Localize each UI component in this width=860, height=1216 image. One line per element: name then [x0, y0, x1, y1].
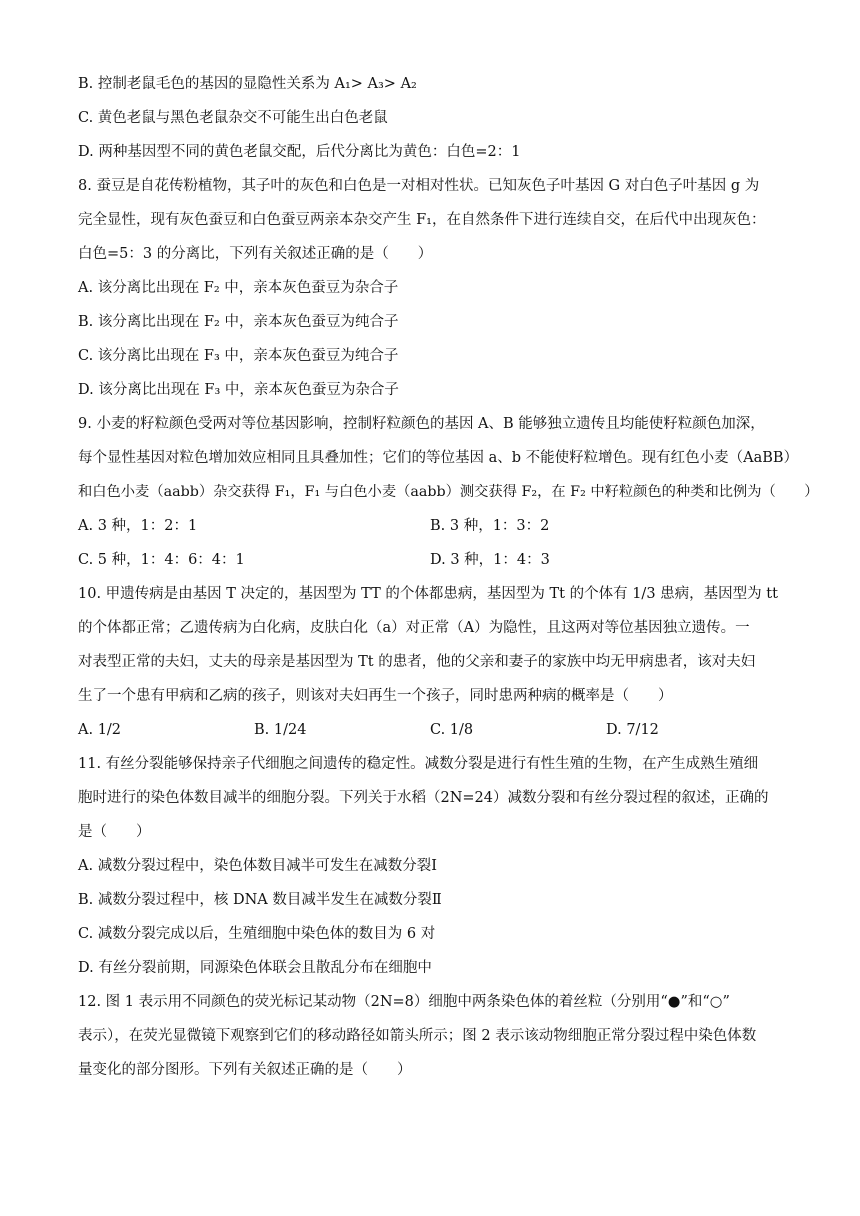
q11-stem-line-1: 11. 有丝分裂能够保持亲子代细胞之间遗传的稳定性。减数分裂是进行有性生殖的生物，在产生成熟生殖细 — [78, 756, 759, 772]
q11-option-c: C. 减数分裂完成以后，生殖细胞中染色体的数目为 6 对 — [78, 926, 436, 942]
q10-stem-line-1: 10. 甲遗传病是由基因 T 决定的，基因型为 TT 的个体都患病，基因型为 Tt 的个体有 1/3 患病，基因型为 tt — [78, 586, 778, 602]
q11-option-a: A. 减数分裂过程中，染色体数目减半可发生在减数分裂Ⅰ — [78, 858, 437, 874]
q9-stem-line-3: 和白色小麦（aabb）杂交获得 F₁，F₁ 与白色小麦（aabb）测交获得 F₂，在 F₂ 中籽粒颜色的种类和比例为（ ） — [78, 484, 819, 500]
q8-option-c: C. 该分离比出现在 F₃ 中，亲本灰色蚕豆为纯合子 — [78, 348, 399, 364]
q11-stem-line-3: 是（ ） — [78, 824, 151, 840]
q8-option-a: A. 该分离比出现在 F₂ 中，亲本灰色蚕豆为杂合子 — [78, 280, 399, 296]
q12-stem-line-3: 量变化的部分图形。下列有关叙述正确的是（ ） — [78, 1062, 412, 1078]
q10-stem-line-3: 对表型正常的夫妇，丈夫的母亲是基因型为 Tt 的患者，他的父亲和妻子的家族中均无甲病患者，该对夫妇 — [78, 654, 756, 670]
q7-option-d: D. 两种基因型不同的黄色老鼠交配，后代分离比为黄色：白色=2：1 — [78, 144, 521, 160]
q9-option-b: B. 3 种，1：3：2 — [430, 518, 550, 534]
q12-stem-line-1: 12. 图 1 表示用不同颜色的荧光标记某动物（2N=8）细胞中两条染色体的着丝粒（分别用“●”和“○” — [78, 994, 730, 1010]
q11-option-d: D. 有丝分裂前期，同源染色体联会且散乱分布在细胞中 — [78, 960, 432, 976]
q8-stem-line-2: 完全显性，现有灰色蚕豆和白色蚕豆两亲本杂交产生 F₁，在自然条件下进行连续自交，在后代中出现灰色： — [78, 212, 766, 228]
q8-option-d: D. 该分离比出现在 F₃ 中，亲本灰色蚕豆为杂合子 — [78, 382, 399, 398]
q10-stem-line-2: 的个体都正常；乙遗传病为白化病，皮肤白化（a）对正常（A）为隐性，且这两对等位基因独立遗传。一 — [78, 620, 750, 636]
q10-option-d: D. 7/12 — [606, 722, 659, 738]
q9-stem-line-1: 9. 小麦的籽粒颜色受两对等位基因影响，控制籽粒颜色的基因 A、B 能够独立遗传且均能使籽粒颜色加深， — [78, 416, 765, 432]
q9-option-d: D. 3 种，1：4：3 — [430, 552, 550, 568]
q11-option-b: B. 减数分裂过程中，核 DNA 数目减半发生在减数分裂Ⅱ — [78, 892, 442, 908]
q10-option-c: C. 1/8 — [430, 722, 474, 738]
q8-stem-line-3: 白色=5：3 的分离比，下列有关叙述正确的是（ ） — [78, 246, 433, 262]
q10-stem-line-4: 生了一个患有甲病和乙病的孩子，则该对夫妇再生一个孩子，同时患两种病的概率是（ ） — [78, 688, 673, 704]
q8-option-b: B. 该分离比出现在 F₂ 中，亲本灰色蚕豆为纯合子 — [78, 314, 399, 330]
q11-stem-line-2: 胞时进行的染色体数目减半的细胞分裂。下列关于水稻（2N=24）减数分裂和有丝分裂过程的叙述，正确的 — [78, 790, 769, 806]
q9-option-a: A. 3 种，1：2：1 — [78, 518, 198, 534]
q8-stem-line-1: 8. 蚕豆是自花传粉植物，其子叶的灰色和白色是一对相对性状。已知灰色子叶基因 G 对白色子叶基因 g 为 — [78, 178, 760, 194]
q7-option-c: C. 黄色老鼠与黑色老鼠杂交不可能生出白色老鼠 — [78, 110, 388, 126]
q7-option-b: B. 控制老鼠毛色的基因的显隐性关系为 A₁> A₃> A₂ — [78, 76, 417, 92]
q9-option-c: C. 5 种，1：4：6：4：1 — [78, 552, 245, 568]
q10-option-a: A. 1/2 — [78, 722, 122, 738]
q12-stem-line-2: 表示），在荧光显微镜下观察到它们的移动路径如箭头所示；图 2 表示该动物细胞正常分裂过程中染色体数 — [78, 1028, 757, 1044]
q10-option-b: B. 1/24 — [254, 722, 307, 738]
q9-stem-line-2: 每个显性基因对粒色增加效应相同且具叠加性；它们的等位基因 a、b 不能使籽粒增色。现有红色小麦（AaBB） — [78, 450, 799, 466]
